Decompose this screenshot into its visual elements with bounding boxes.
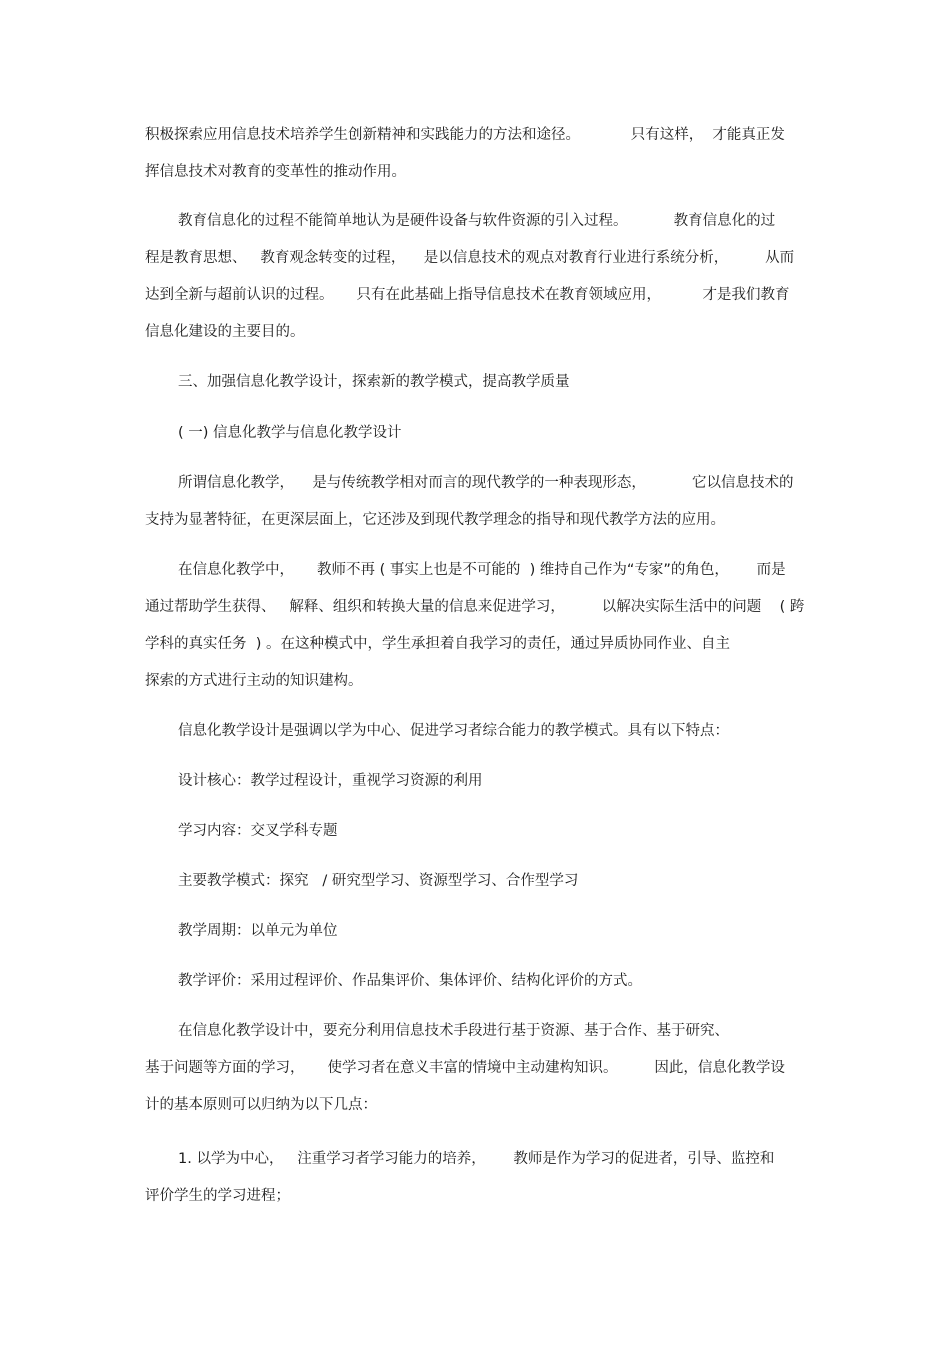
text-line: 信息化教学设计是强调以学为中心、促进学习者综合能力的教学模式。具有以下特点： [178,723,729,739]
feature-item: 教学周期：以单元为单位 [178,923,338,939]
feature-item: 教学评价：采用过程评价、作品集评价、集体评价、结构化评价的方式。 [178,973,642,989]
text-line: 挥信息技术对教育的变革性的推动作用。 [145,164,406,180]
text-line: 在信息化教学设计中，要充分利用信息技术手段进行基于资源、基于合作、基于研究、 [178,1023,729,1039]
feature-item: 设计核心：教学过程设计，重视学习资源的利用 [178,773,483,789]
text-line: 程是教育思想、 教育观念转变的过程， 是以信息技术的观点对教育行业进行系统分析， 从而 [145,250,795,266]
text-line: 在信息化教学中， 教师不再 ( 事实上也是不可能的 ) 维持自己作为“专家”的角色， 而是 [178,562,786,578]
text-line: 支持为显著特征，在更深层面上，它还涉及到现代教学理念的指导和现代教学方法的应用。 [145,512,725,528]
text-line: 计的基本原则可以归纳为以下几点： [145,1097,377,1113]
text-line: 通过帮助学生获得、 解释、组织和转换大量的信息来促进学习， 以解决实际生活中的问题 ( 跨 [145,599,805,615]
list-item: 评价学生的学习进程； [145,1188,290,1204]
text-line: 学科的真实任务 ) 。在这种模式中，学生承担着自我学习的责任，通过异质协同作业、自主 [145,636,730,652]
list-item: 1. 以学为中心， 注重学习者学习能力的培养， 教师是作为学习的促进者，引导、监控和 [178,1151,775,1167]
text-line: 探索的方式进行主动的知识建构。 [145,673,363,689]
text-line: 信息化建设的主要目的。 [145,324,305,340]
feature-item: 主要教学模式：探究 / 研究型学习、资源型学习、合作型学习 [178,873,579,889]
text-line: 积极探索应用信息技术培养学生创新精神和实践能力的方法和途径。 只有这样， 才能真正发 [145,127,785,143]
text-line: 教育信息化的过程不能简单地认为是硬件设备与软件资源的引入过程。 教育信息化的过 [178,213,776,229]
text-line: 达到全新与超前认识的过程。 只有在此基础上指导信息技术在教育领域应用， 才是我们教育 [145,287,790,303]
text-line: 所谓信息化教学， 是与传统教学相对而言的现代教学的一种表现形态， 它以信息技术的 [178,475,794,491]
text-line: 基于问题等方面的学习， 使学习者在意义丰富的情境中主动建构知识。 因此，信息化教学设 [145,1060,785,1076]
feature-item: 学习内容：交叉学科专题 [178,823,338,839]
section-heading: 三、加强信息化教学设计，探索新的教学模式，提高教学质量 [178,374,570,390]
subsection-heading: ( 一) 信息化教学与信息化教学设计 [178,425,402,441]
